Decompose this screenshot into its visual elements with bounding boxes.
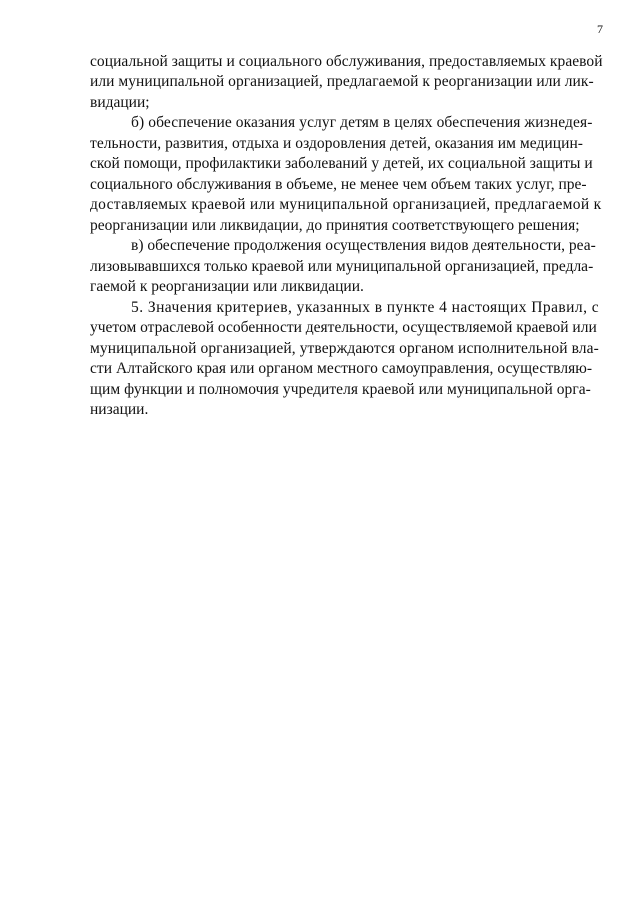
text-line: доставляемых краевой или муниципальной организацией, предлагаемой к [90,196,602,213]
text-line: ской помощи, профилактики заболеваний у детей, их социальной защиты и [90,155,593,172]
text-line: социального обслуживания в объеме, не менее чем объем таких услуг, пре- [90,176,587,193]
text-line: социальной защиты и социального обслуживания, предоставляемых краевой [90,53,603,70]
text-line: сти Алтайского края или органом местного самоуправления, осуществляю- [90,360,593,377]
text-line: низации. [90,401,149,418]
text-line: гаемой к реорганизации или ликвидации. [90,278,364,295]
text-line: муниципальной организацией, утверждаются органом исполнительной вла- [90,340,599,357]
page-number: 7 [597,22,603,36]
text-line: в) обеспечение продолжения осуществления видов деятельности, реа- [131,237,596,254]
text-line: реорганизации или ликвидации, до принятия соответствующего решения; [90,217,580,234]
text-line: лизовывавшихся только краевой или муниципальной организацией, предла- [90,258,594,275]
text-line: видации; [90,94,150,111]
text-line: тельности, развития, отдыха и оздоровления детей, оказания им медицин- [90,135,584,152]
text-line: щим функции и полномочия учредителя краевой или муниципальной орга- [90,381,591,398]
text-line: б) обеспечение оказания услуг детям в целях обеспечения жизнедея- [131,114,593,131]
text-line: 5. Значения критериев, указанных в пункте 4 настоящих Правил, с [131,299,600,316]
text-line: или муниципальной организацией, предлагаемой к реорганизации или лик- [90,73,594,90]
text-line: учетом отраслевой особенности деятельности, осуществляемой краевой или [90,319,597,336]
